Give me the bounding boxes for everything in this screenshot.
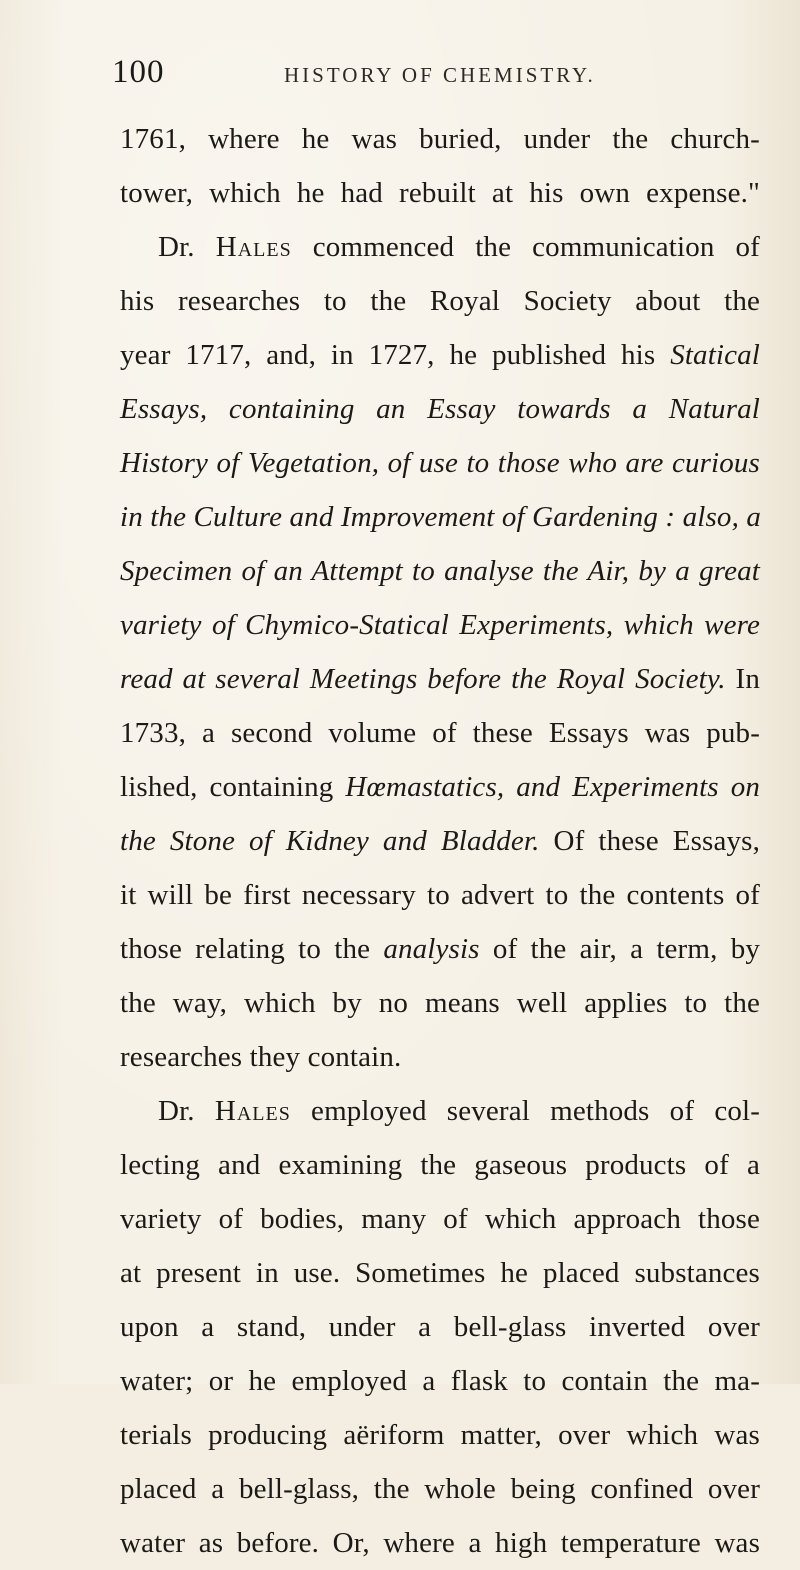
book-title-italic: read at several Meetings before the Royal Society.: [120, 663, 726, 695]
text-line: read at several Meetings before the Royal Society. In: [120, 663, 760, 695]
volume-title-italic: the Stone of Kidney and Bladder.: [120, 825, 540, 857]
emphasis-italic: analysis: [383, 933, 480, 965]
text-line: [120, 436, 760, 490]
page-number: 100: [112, 54, 165, 90]
text-line: variety of bodies, many of which approach those: [120, 1203, 760, 1235]
text-line: at present in use. Sometimes he placed substances: [120, 1257, 760, 1289]
volume-title-italic: Hœmastatics, and Experiments on: [345, 771, 760, 803]
text-line: year 1717, and, in 1727, he published his Statical: [120, 339, 760, 371]
book-title-italic: Statical: [670, 339, 760, 371]
paragraph-start-line: Dr. Hales employed several methods of col-: [158, 1095, 761, 1127]
author-name-small-caps: Hales: [215, 231, 292, 263]
text-line: upon a stand, under a bell-glass inverted over: [120, 1311, 760, 1343]
text-line: lecting and examining the gaseous products of a: [120, 1149, 760, 1181]
text-line: tower, which he had rebuilt at his own expense.": [120, 177, 760, 209]
text-line: those relating to the analysis of the air, a term, by: [120, 933, 760, 965]
text-line: placed a bell-glass, the whole being confined over: [120, 1473, 760, 1505]
book-title-italic: Essays, containing an Essay towards a Natural: [120, 393, 760, 425]
text-line: [120, 544, 760, 598]
book-title-italic: History of Vegetation, of use to those who are curious: [120, 447, 760, 479]
text-line: 1733, a second volume of these Essays was pub-: [120, 717, 760, 749]
text-line: lished, containing Hœmastatics, and Experiments on: [120, 771, 760, 803]
body-text: [120, 112, 760, 1570]
text-line: [120, 490, 760, 544]
text-line: the Stone of Kidney and Bladder. Of these Essays,: [120, 825, 760, 857]
text-line: water as before. Or, where a high temperature was: [120, 1527, 760, 1559]
text-line: terials producing aëriform matter, over which was: [120, 1419, 760, 1451]
text-line: his researches to the Royal Society about the: [120, 285, 760, 317]
text-line: 1761, where he was buried, under the church-: [120, 123, 760, 155]
text-line: [120, 382, 760, 436]
text-line: water; or he employed a flask to contain the ma-: [120, 1365, 760, 1397]
running-head: [112, 52, 752, 92]
paragraph-start-line: Dr. Hales commenced the communication of: [158, 231, 760, 263]
author-name-small-caps: Hales: [214, 1095, 291, 1127]
book-title-italic: in the Culture and Improvement of Gardening : also, a: [120, 501, 762, 533]
text-line: the way, which by no means well applies to the: [120, 987, 760, 1019]
book-title-italic: variety of Chymico-Statical Experiments, which were: [120, 609, 760, 641]
running-title: HISTORY OF CHEMISTRY.: [284, 63, 596, 87]
text-line: [120, 598, 760, 652]
book-title-italic: Specimen of an Attempt to analyse the Air, by a great: [120, 555, 760, 587]
text-line: it will be first necessary to advert to the contents of: [120, 879, 760, 911]
paragraph-end-line: researches they contain.: [120, 1041, 402, 1073]
